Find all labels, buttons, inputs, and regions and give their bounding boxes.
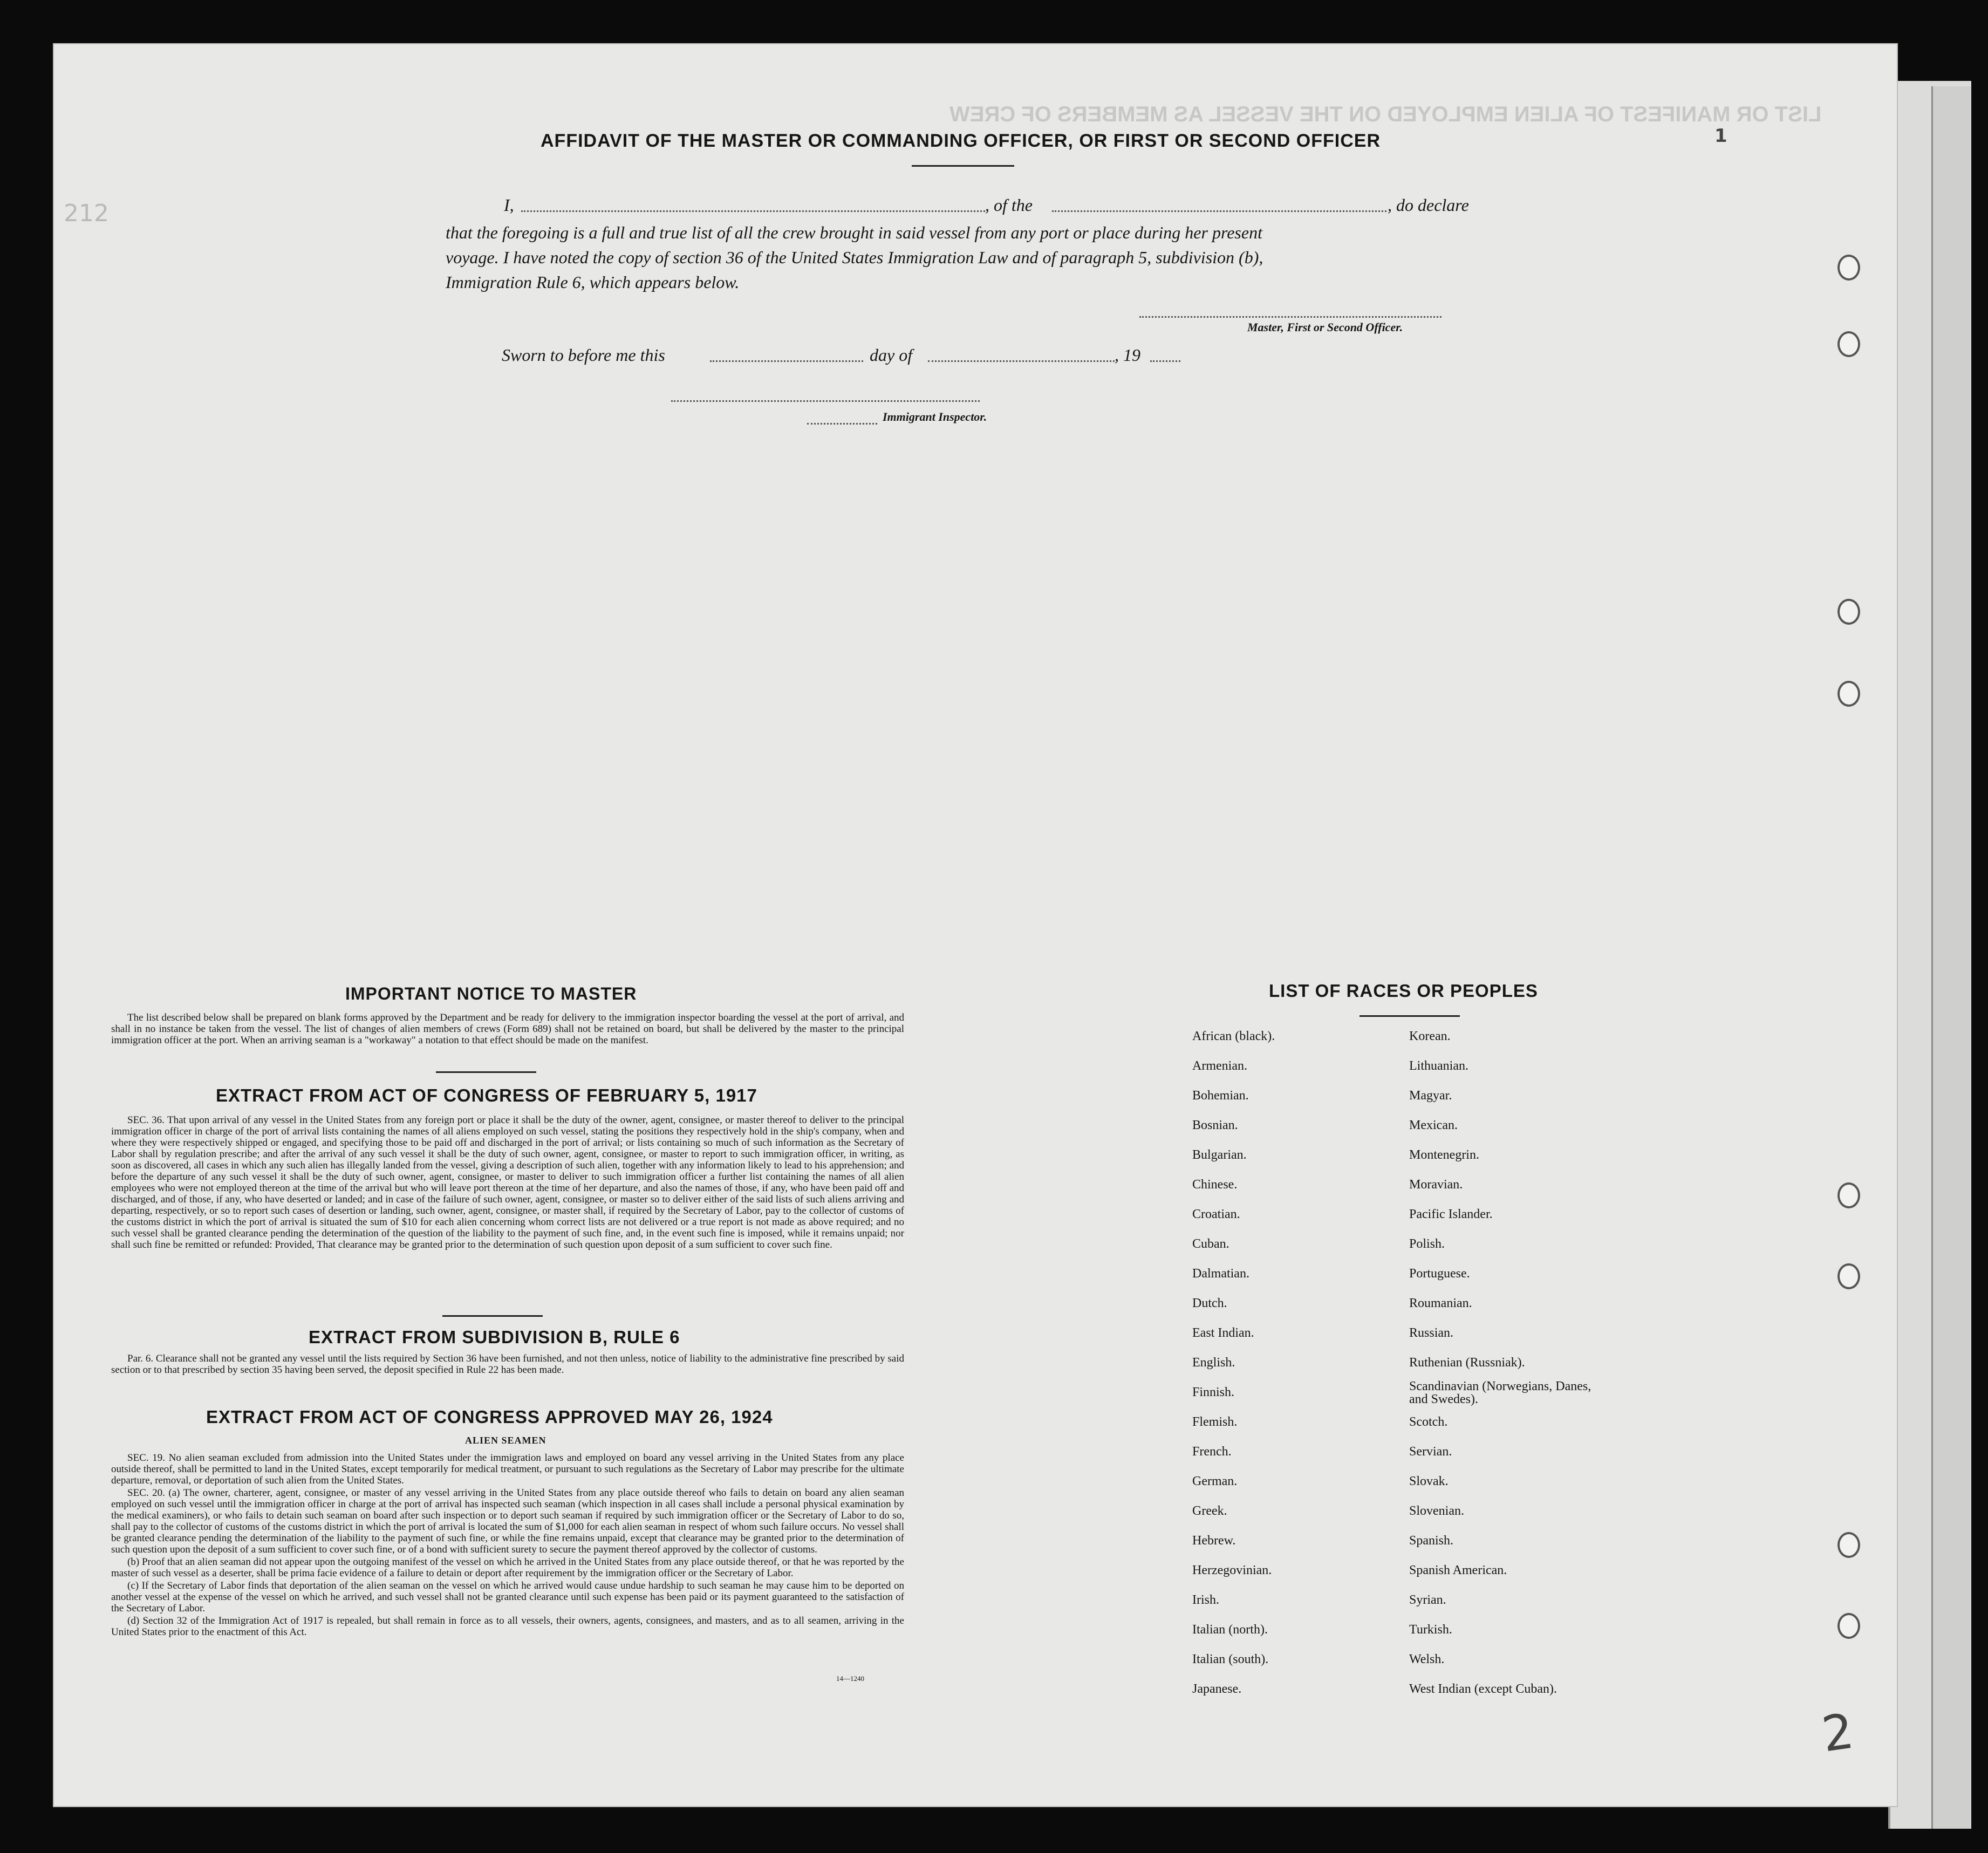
race-item: Turkish.: [1409, 1623, 1452, 1637]
act-1924-title: EXTRACT FROM ACT OF CONGRESS APPROVED MAY 26, 1924: [206, 1407, 773, 1427]
margin-number: 212: [64, 200, 109, 227]
act-1924-paragraph: (b) Proof that an alien seaman did not appear upon the outgoing manifest of the vessel on which he arrived in the United States from any place outside thereof, or that he was reported by the master of such vessel as a deserter, shall be prima facie evidence of a failure to detain or deport after requirement by the immigration officer or the Secretary of Labor.: [111, 1556, 904, 1579]
section-divider: [442, 1315, 543, 1317]
corner-handwritten-mark: 2: [1818, 1702, 1857, 1763]
race-item: Croatian.: [1192, 1207, 1240, 1221]
title-underline: [912, 165, 1014, 167]
race-item: Armenian.: [1192, 1059, 1247, 1073]
year-label: , 19: [1115, 345, 1140, 365]
race-item: Ruthenian (Russniak).: [1409, 1356, 1525, 1370]
binder-hole: [1837, 1263, 1860, 1289]
race-item: Italian (north).: [1192, 1623, 1268, 1637]
rule-6-paragraph: Par. 6. Clearance shall not be granted any vessel until the lists required by Section 36 have been furnished, and not then unless, notice of liability to the administrative fine prescribed by said section or to that prescribed by section 35 having been served, the deposit specified in Rule 22 has been made.: [111, 1353, 904, 1376]
race-item: Roumanian.: [1409, 1296, 1472, 1310]
master-signature-field: [1139, 316, 1442, 318]
binder-hole: [1837, 255, 1860, 281]
race-item: Syrian.: [1409, 1593, 1446, 1607]
declarant-name-field: [521, 210, 985, 212]
declare-label: , do declare: [1388, 195, 1469, 215]
rule-6-title: EXTRACT FROM SUBDIVISION B, RULE 6: [309, 1327, 680, 1347]
vessel-label: , of the: [985, 195, 1033, 215]
sworn-month-field: [928, 360, 1115, 362]
race-item: Greek.: [1192, 1504, 1227, 1518]
notice-text: [111, 1012, 904, 1047]
page-number: 1: [1714, 125, 1727, 147]
race-item: Magyar.: [1409, 1089, 1452, 1103]
race-item: Herzegovinian.: [1192, 1563, 1272, 1577]
race-item: Flemish.: [1192, 1415, 1238, 1429]
races-title-underline: [1360, 1015, 1460, 1017]
underlying-page-edge: [1931, 86, 1971, 1829]
race-item: Spanish American.: [1409, 1563, 1507, 1577]
act-1917-title: EXTRACT FROM ACT OF CONGRESS OF FEBRUARY 5, 1917: [216, 1085, 757, 1105]
race-item: Russian.: [1409, 1326, 1454, 1340]
sworn-year-field: [1150, 360, 1180, 362]
race-item: Korean.: [1409, 1029, 1451, 1043]
race-item: Lithuanian.: [1409, 1059, 1468, 1073]
inspector-caption: Immigrant Inspector.: [883, 410, 987, 423]
race-item: Chinese.: [1192, 1178, 1238, 1192]
act-1924-text: [111, 1452, 904, 1639]
race-item: Servian.: [1409, 1445, 1452, 1459]
master-signature-caption: Master, First or Second Officer.: [1247, 320, 1403, 334]
affidavit-title: AFFIDAVIT OF THE MASTER OR COMMANDING OFFICER, OR FIRST OR SECOND OFFICER: [541, 131, 1381, 151]
affidavit-line: that the foregoing is a full and true list of all the crew brought in said vessel from any port or place during her present: [446, 223, 1262, 242]
rule-6-text: [111, 1353, 904, 1377]
race-item: African (black).: [1192, 1029, 1275, 1043]
binder-hole: [1837, 1182, 1860, 1208]
act-1924-paragraph: (c) If the Secretary of Labor finds that deportation of the alien seaman on the vessel on which he arrived would cause undue hardship to such seaman he may cause him to be deported on another vessel at the expense of the vessel on which he arrived, and such vessel shall not be granted clearance until such expense has been paid or its payment guaranteed to the satisfaction of the Secretary of Labor.: [111, 1580, 904, 1614]
race-item: Moravian.: [1409, 1178, 1463, 1192]
race-item: Irish.: [1192, 1593, 1219, 1607]
notice-paragraph: The list described below shall be prepared on blank forms approved by the Department and be ready for delivery to the immigration inspector boarding the vessel at the port of arrival, and shall in no instance be taken from the vessel. The list of changes of alien members of crews (Form 689) shall not be retained on board, but shall be delivered by the master to the principal immigration officer at the port. When an arriving seaman is a "workaway" a notation to that effect should be made on the manifest.: [111, 1012, 904, 1046]
race-item: Montenegrin.: [1409, 1148, 1479, 1162]
races-title: LIST OF RACES OR PEOPLES: [1269, 981, 1538, 1001]
race-item: Bohemian.: [1192, 1089, 1249, 1103]
race-item: Hebrew.: [1192, 1534, 1236, 1548]
sworn-label: Sworn to before me this: [502, 345, 665, 365]
bleed-through-header: LIST OR MANIFEST OF ALIEN EMPLOYED ON THE VESSEL AS MEMBERS OF CREW: [949, 102, 1822, 126]
binder-hole: [1837, 331, 1860, 357]
act-1924-subtitle: ALIEN SEAMEN: [465, 1435, 546, 1446]
race-item: Slovenian.: [1409, 1504, 1464, 1518]
race-item: Scandinavian (Norwegians, Danes, and Swedes).: [1409, 1379, 1591, 1406]
race-item: Spanish.: [1409, 1534, 1454, 1548]
binder-hole: [1837, 1613, 1860, 1639]
race-item: Pacific Islander.: [1409, 1207, 1493, 1221]
section-divider: [436, 1071, 536, 1073]
race-item: Bulgarian.: [1192, 1148, 1247, 1162]
race-item: Welsh.: [1409, 1652, 1445, 1666]
race-item: English.: [1192, 1356, 1235, 1370]
race-item: German.: [1192, 1474, 1238, 1488]
affidavit-body: [446, 220, 1481, 295]
declarant-label: I,: [504, 195, 514, 215]
race-item: West Indian (except Cuban).: [1409, 1682, 1557, 1696]
race-item: Scotch.: [1409, 1415, 1448, 1429]
act-1924-paragraph: SEC. 20. (a) The owner, charterer, agent, consignee, or master of any vessel arriving in the United States from any place outside thereof who fails to detain on board any alien seaman employed on such vessel until the immigration officer in charge at the port of arrival has inspected such seaman (which inspection in all cases shall include a personal physical examination by the medical examiners), or who fails to detain such seaman on board after such inspection or to deport such seaman if required by such immigration officer or the Secretary of Labor to do so, shall pay to the collector of customs of the customs district in which the port of arrival is located the sum of $1,000 for each alien seaman in respect of whom such failure occurs. No vessel shall be granted clearance pending the determination of the liability to the payment of such fine, or while the fine remains unpaid, except that clearance may be granted prior to the determination of such question upon the deposit of a sum sufficient to cover such fine, or of a bond with sufficient surety to secure the payment thereof approved by the collector of customs.: [111, 1487, 904, 1555]
race-item: Japanese.: [1192, 1682, 1242, 1696]
act-1924-paragraph: SEC. 19. No alien seaman excluded from admission into the United States under the immigration laws and employed on board any vessel arriving in the United States from any place outside thereof, shall be permitted to land in the United States, except temporarily for medical treatment, or pursuant to such regulations as the Secretary of Labor may prescribe for the ultimate departure, removal, or deportation of such alien from the United States.: [111, 1452, 904, 1486]
day-of-label: day of: [870, 345, 913, 365]
inspector-signature-field: [671, 400, 980, 402]
act-1924-paragraph: (d) Section 32 of the Immigration Act of 1917 is repealed, but shall remain in force as to all vessels, their owners, agents, consignees, and masters, and as to all seamen, arriving in the United States prior to the enactment of this Act.: [111, 1615, 904, 1638]
affidavit-line: Immigration Rule 6, which appears below.: [446, 272, 740, 292]
race-item: Portuguese.: [1409, 1267, 1470, 1281]
vessel-name-field: [1052, 210, 1386, 212]
race-item: Dutch.: [1192, 1296, 1227, 1310]
binder-hole: [1837, 599, 1860, 625]
binder-hole: [1837, 1532, 1860, 1558]
race-item: Slovak.: [1409, 1474, 1449, 1488]
form-number: 14—1240: [836, 1674, 864, 1683]
race-item: Finnish.: [1192, 1385, 1235, 1399]
race-item: Italian (south).: [1192, 1652, 1269, 1666]
race-item: French.: [1192, 1445, 1232, 1459]
act-1917-paragraph: SEC. 36. That upon arrival of any vessel in the United States from any foreign port or place it shall be the duty of the owner, agent, consignee, or master thereof to deliver to the principal immigration officer in charge of the port of arrival lists containing the names of all aliens employed on such vessel, stating the positions they respectively hold in the ship's company, when and where they were respectively shipped or engaged, and specifying those to be paid off and discharged in the port of arrival; or lists containing so much of such information as the Secretary of Labor shall by regulation prescribe; and after the arrival of any such vessel it shall be the duty of such owner, agent, consignee, or master to report to such immigration officer, in writing, as soon as discovered, all cases in which any such alien has illegally landed from the vessel, giving a description of such alien, together with any information likely to lead to his apprehension; and before the departure of any such vessel it shall be the duty of such owner, agent, consignee, or master to deliver to such immigration officer a further list containing the names of all alien employees who were not employed thereon at the time of the arrival but who will leave port thereon at the time of her departure, and also the names of those, if any, who have been paid off and discharged, and of those, if any, who have deserted or landed; and in case of the failure of such owner, agent, consignee, or master so to deliver either of the said lists of such aliens arriving and departing, respectively, or so to report such cases of desertion or landing, such owner, agent, consignee, or master shall, if required by the Secretary of Labor, pay to the collector of customs of the customs district in which the port of arrival is situated the sum of $10 for each alien concerning whom correct lists are not delivered or a true report is not made as above required; and no such vessel shall be granted clearance pending the determination of the question of the liability to the payment of such fine, and, in the event such fine is imposed, while it remains unpaid; nor shall such fine be remitted or refunded: Provided, That clearance may be granted prior to the determination of such question upon deposit of a sum sufficient to cover such fine.: [111, 1114, 904, 1250]
binder-hole: [1837, 681, 1860, 707]
race-item: Bosnian.: [1192, 1118, 1238, 1132]
race-item: Mexican.: [1409, 1118, 1458, 1132]
race-item: East Indian.: [1192, 1326, 1254, 1340]
inspector-signature-field-2: [807, 423, 877, 425]
race-item: Cuban.: [1192, 1237, 1229, 1251]
race-item: Dalmatian.: [1192, 1267, 1249, 1281]
sworn-day-field: [710, 360, 863, 362]
race-item: Polish.: [1409, 1237, 1445, 1251]
act-1917-text: [111, 1114, 904, 1252]
notice-title: IMPORTANT NOTICE TO MASTER: [345, 984, 637, 1003]
affidavit-line: voyage. I have noted the copy of section 36 of the United States Immigration Law and of paragraph 5, subdivision (b),: [446, 248, 1263, 267]
